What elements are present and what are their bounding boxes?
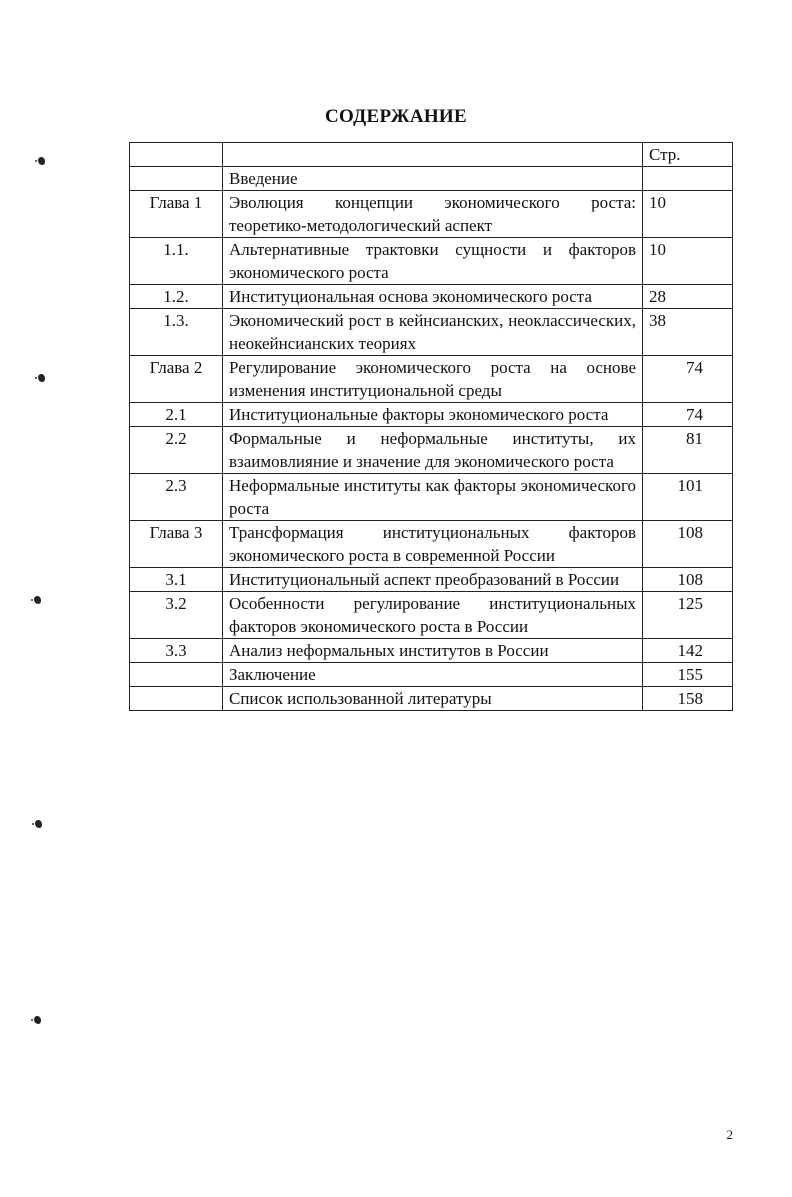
table-of-contents [129,142,733,711]
section-title: Институциональные факторы экономического роста [223,403,643,427]
section-title: Трансформация институциональных факторов экономического роста в современной России [223,521,643,568]
section-number: Глава 1 [130,191,223,238]
table-row [130,639,733,663]
section-number: Глава 3 [130,521,223,568]
section-page: 108 [643,521,733,568]
section-number [130,687,223,711]
header-page-cell: Стр. [643,143,733,167]
section-page: 74 [643,403,733,427]
section-number: 1.3. [130,309,223,356]
section-title: Заключение [223,663,643,687]
scan-speck [34,596,41,604]
section-page: 81 [643,427,733,474]
section-page: 28 [643,285,733,309]
section-title: Институциональная основа экономического роста [223,285,643,309]
header-title-cell [223,143,643,167]
table-row [130,427,733,474]
section-number: 1.2. [130,285,223,309]
section-page: 38 [643,309,733,356]
scan-speck [34,1016,41,1024]
section-page: 101 [643,474,733,521]
section-title: Формальные и неформальные институты, их взаимовлияние и значение для экономического роста [223,427,643,474]
table-row [130,592,733,639]
section-page: 10 [643,238,733,285]
section-page: 125 [643,592,733,639]
section-title: Институциональный аспект преобразований в России [223,568,643,592]
table-row [130,238,733,285]
section-title: Список использованной литературы [223,687,643,711]
section-title: Анализ неформальных институтов в России [223,639,643,663]
table-row [130,521,733,568]
section-title: Неформальные институты как факторы экономического роста [223,474,643,521]
section-number: 3.3 [130,639,223,663]
section-number [130,663,223,687]
section-number: Глава 2 [130,356,223,403]
table-row [130,687,733,711]
section-page: 155 [643,663,733,687]
scan-speck [38,157,45,165]
section-number: 3.2 [130,592,223,639]
section-page: 10 [643,191,733,238]
section-title: Регулирование экономического роста на основе изменения институциональной среды [223,356,643,403]
section-page: 108 [643,568,733,592]
page-number: 2 [726,1127,733,1142]
table-header-row [130,143,733,167]
section-title: Альтернативные трактовки сущности и факторов экономического роста [223,238,643,285]
header-num-cell [130,143,223,167]
section-title: Введение [223,167,643,191]
section-number: 2.2 [130,427,223,474]
section-number: 1.1. [130,238,223,285]
section-number: 3.1 [130,568,223,592]
page-title: СОДЕРЖАНИЕ [325,106,467,127]
scan-speck [38,374,45,382]
table-row [130,309,733,356]
section-number: 2.3 [130,474,223,521]
table-row [130,356,733,403]
section-page: 142 [643,639,733,663]
table-row [130,167,733,191]
table-row [130,285,733,309]
section-page [643,167,733,191]
section-title: Экономический рост в кейнсианских, неоклассических, неокейнсианских теориях [223,309,643,356]
section-title: Эволюция концепции экономического роста: теоретико-методологический аспект [223,191,643,238]
section-number [130,167,223,191]
table-row [130,403,733,427]
section-title: Особенности регулирование институциональных факторов экономического роста в России [223,592,643,639]
section-number: 2.1 [130,403,223,427]
table-row [130,568,733,592]
scan-speck [35,820,42,828]
section-page: 74 [643,356,733,403]
table-row [130,474,733,521]
table-row [130,663,733,687]
section-page: 158 [643,687,733,711]
table-row [130,191,733,238]
